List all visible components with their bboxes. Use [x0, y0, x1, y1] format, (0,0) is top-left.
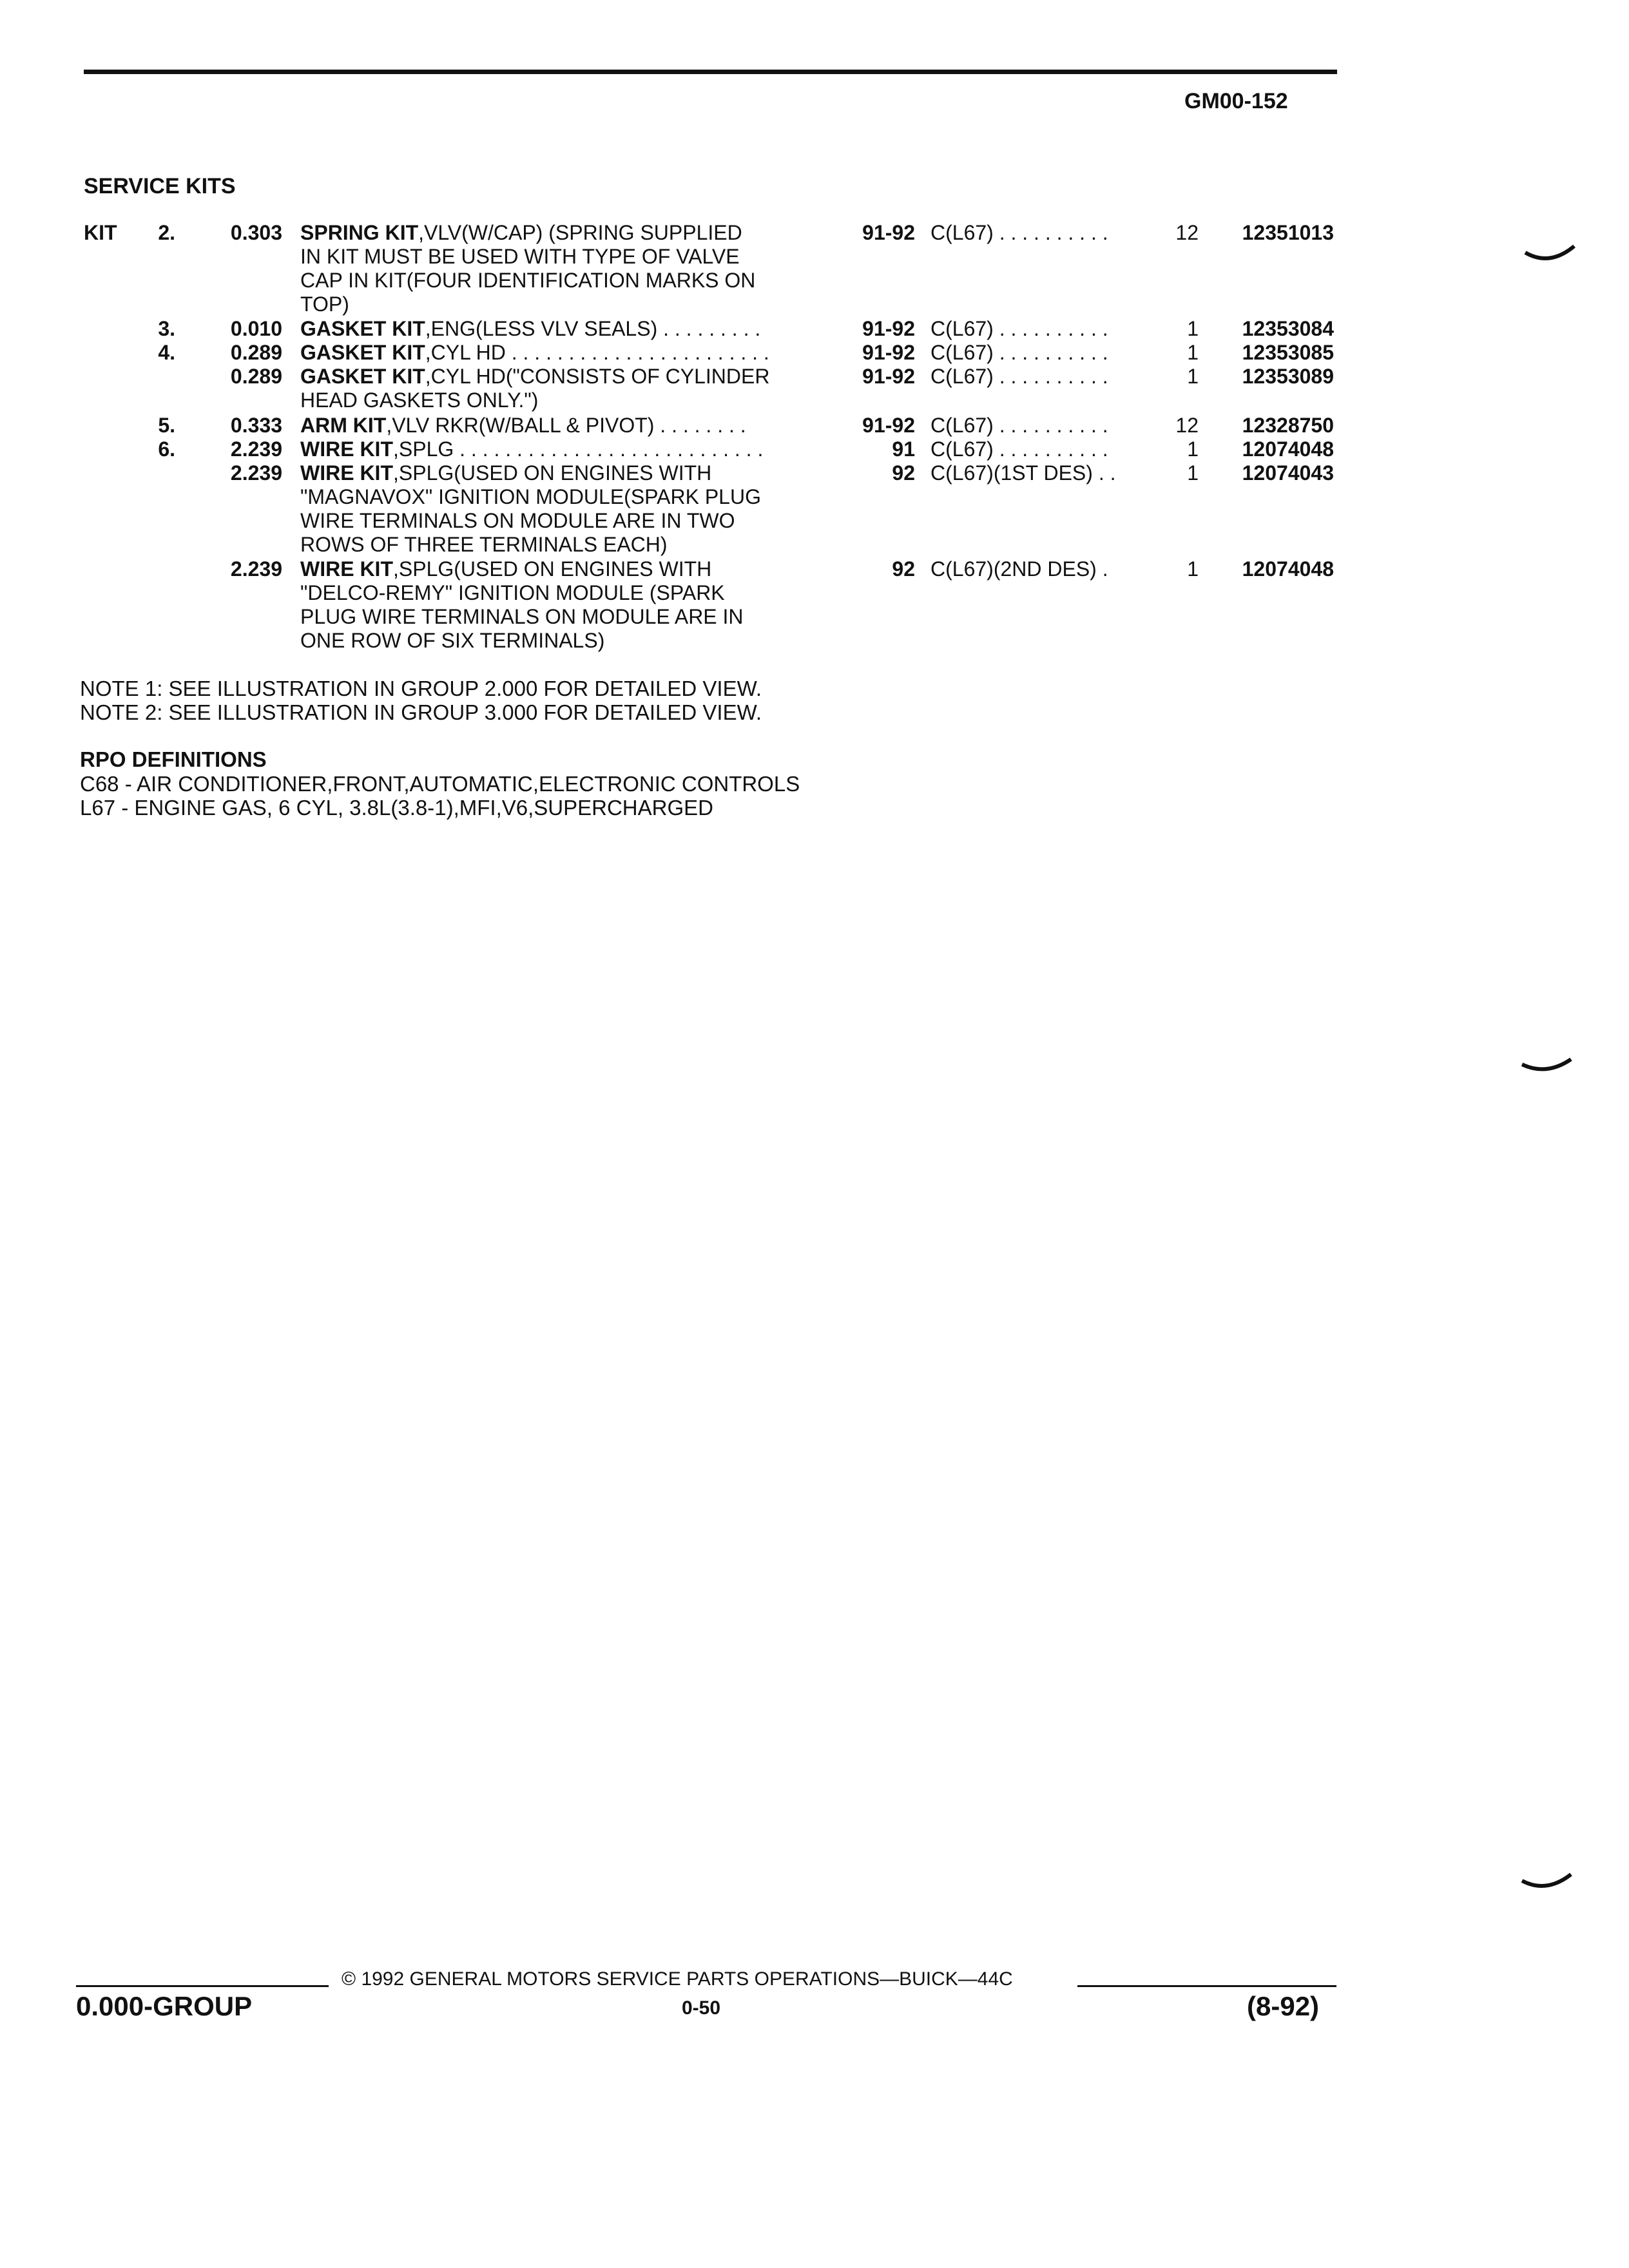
description-line — [300, 365, 835, 389]
model-years: 91-92 — [862, 414, 915, 437]
description-text: ROWS OF THREE TERMINALS EACH) — [300, 533, 668, 556]
group-number: 0.333 — [230, 414, 282, 437]
rpo-definition: C68 - AIR CONDITIONER,FRONT,AUTOMATIC,ELECTRONIC CONTROLS — [80, 772, 800, 796]
kit-name: SPRING KIT — [300, 221, 419, 244]
description — [300, 437, 835, 461]
group-number: 0.289 — [230, 365, 282, 388]
kit-name: WIRE KIT — [300, 557, 393, 581]
item-number: 6. — [158, 437, 175, 461]
part-number: 12074043 — [1242, 461, 1334, 485]
binder-hole-mark — [1521, 1057, 1572, 1080]
part-number: 12351013 — [1242, 221, 1334, 244]
kit-name: WIRE KIT — [300, 461, 393, 485]
item-number: 2. — [158, 221, 175, 244]
description-text: HEAD GASKETS ONLY.") — [300, 389, 539, 412]
description-text: ,SPLG . . . . . . . . . . . . . . . . . . . . . . . . . . . — [392, 437, 764, 461]
quantity: 1 — [1187, 557, 1199, 581]
group-number: 0.010 — [230, 317, 282, 340]
description-text: CAP IN KIT(FOUR IDENTIFICATION MARKS ON — [300, 269, 756, 292]
quantity: 1 — [1187, 461, 1199, 485]
description-line — [300, 629, 835, 653]
description — [300, 317, 835, 341]
quantity: 1 — [1187, 317, 1199, 340]
footer-rule-left — [76, 1985, 329, 1987]
footer-group: 0.000-GROUP — [76, 1991, 253, 2021]
description-text: WIRE TERMINALS ON MODULE ARE IN TWO — [300, 509, 735, 532]
description-line — [300, 605, 835, 629]
description — [300, 365, 835, 412]
group-number: 2.239 — [230, 557, 282, 581]
footer-copyright: © 1992 GENERAL MOTORS SERVICE PARTS OPERATIONS—BUICK—44C — [342, 1968, 1013, 1990]
group-number: 0.289 — [230, 341, 282, 364]
part-number: 12353085 — [1242, 341, 1334, 364]
kit-name: ARM KIT — [300, 414, 387, 437]
footer-page-number: 0-50 — [682, 1997, 721, 2019]
quantity: 1 — [1187, 365, 1199, 388]
group-number: 0.303 — [230, 221, 282, 244]
application: C(L67) . . . . . . . . . . — [930, 317, 1108, 340]
item-number: 5. — [158, 414, 175, 437]
description-text: ONE ROW OF SIX TERMINALS) — [300, 629, 605, 652]
description-text: "DELCO-REMY" IGNITION MODULE (SPARK — [300, 581, 725, 604]
kit-name: GASKET KIT — [300, 341, 425, 364]
application: C(L67) . . . . . . . . . . — [930, 365, 1108, 388]
description-line — [300, 293, 835, 316]
description-line — [300, 341, 835, 365]
binder-hole-mark — [1524, 244, 1576, 267]
part-number: 12328750 — [1242, 414, 1334, 437]
quantity: 1 — [1187, 341, 1199, 364]
description-text: TOP) — [300, 293, 349, 316]
section-title: SERVICE KITS — [84, 174, 236, 198]
description-line — [300, 317, 835, 341]
document-id: GM00-152 — [1184, 89, 1288, 113]
application: C(L67) . . . . . . . . . . — [930, 414, 1108, 437]
description-text: PLUG WIRE TERMINALS ON MODULE ARE IN — [300, 605, 744, 628]
group-number: 2.239 — [230, 461, 282, 485]
description-line — [300, 414, 835, 437]
description-line — [300, 221, 835, 245]
description-text: ,VLV(W/CAP) (SPRING SUPPLIED — [418, 221, 742, 244]
part-number: 12353084 — [1242, 317, 1334, 340]
kit-label: KIT — [84, 221, 117, 244]
description-line — [300, 557, 835, 581]
description-line — [300, 389, 835, 412]
description — [300, 221, 835, 316]
model-years: 92 — [892, 557, 915, 581]
quantity: 12 — [1175, 221, 1199, 244]
application: C(L67)(1ST DES) . . — [930, 461, 1116, 485]
footer-date: (8-92) — [1247, 1991, 1320, 2021]
description-line — [300, 245, 835, 269]
model-years: 91-92 — [862, 341, 915, 364]
quantity: 1 — [1187, 437, 1199, 461]
application: C(L67) . . . . . . . . . . — [930, 437, 1108, 461]
item-number: 3. — [158, 317, 175, 340]
description — [300, 461, 835, 557]
model-years: 91-92 — [862, 221, 915, 244]
kit-name: WIRE KIT — [300, 437, 393, 461]
application: C(L67) . . . . . . . . . . — [930, 221, 1108, 244]
quantity: 12 — [1175, 414, 1199, 437]
part-number: 12074048 — [1242, 437, 1334, 461]
part-number: 12353089 — [1242, 365, 1334, 388]
description-line — [300, 461, 835, 485]
description-text: ,CYL HD("CONSISTS OF CYLINDER — [425, 365, 770, 388]
note-2: NOTE 2: SEE ILLUSTRATION IN GROUP 3.000 FOR DETAILED VIEW. — [80, 700, 762, 724]
description-text: ,VLV RKR(W/BALL & PIVOT) . . . . . . . . — [386, 414, 746, 437]
application: C(L67)(2ND DES) . — [930, 557, 1108, 581]
kit-name: GASKET KIT — [300, 317, 425, 340]
binder-hole-mark — [1521, 1872, 1572, 1895]
description-line — [300, 437, 835, 461]
description-line — [300, 485, 835, 509]
description — [300, 341, 835, 365]
group-number: 2.239 — [230, 437, 282, 461]
note-1: NOTE 1: SEE ILLUSTRATION IN GROUP 2.000 FOR DETAILED VIEW. — [80, 677, 762, 700]
description-text: ,ENG(LESS VLV SEALS) . . . . . . . . . — [425, 317, 761, 340]
rpo-definition: L67 - ENGINE GAS, 6 CYL, 3.8L(3.8-1),MFI,V6,SUPERCHARGED — [80, 796, 713, 820]
description-line — [300, 581, 835, 605]
model-years: 91-92 — [862, 317, 915, 340]
top-rule — [84, 70, 1337, 74]
description-text: ,CYL HD . . . . . . . . . . . . . . . . . . . . . . . — [425, 341, 769, 364]
description-line — [300, 533, 835, 557]
model-years: 91 — [892, 437, 915, 461]
model-years: 92 — [892, 461, 915, 485]
description-text: ,SPLG(USED ON ENGINES WITH — [392, 461, 712, 485]
description-line — [300, 269, 835, 293]
part-number: 12074048 — [1242, 557, 1334, 581]
description-text: "MAGNAVOX" IGNITION MODULE(SPARK PLUG — [300, 485, 761, 508]
description-text: ,SPLG(USED ON ENGINES WITH — [392, 557, 712, 581]
footer-rule-right — [1077, 1985, 1336, 1987]
description-text: IN KIT MUST BE USED WITH TYPE OF VALVE — [300, 245, 740, 268]
application: C(L67) . . . . . . . . . . — [930, 341, 1108, 364]
model-years: 91-92 — [862, 365, 915, 388]
kit-name: GASKET KIT — [300, 365, 425, 388]
item-number: 4. — [158, 341, 175, 364]
description — [300, 557, 835, 653]
rpo-title: RPO DEFINITIONS — [80, 747, 267, 771]
description — [300, 414, 835, 437]
description-line — [300, 509, 835, 533]
